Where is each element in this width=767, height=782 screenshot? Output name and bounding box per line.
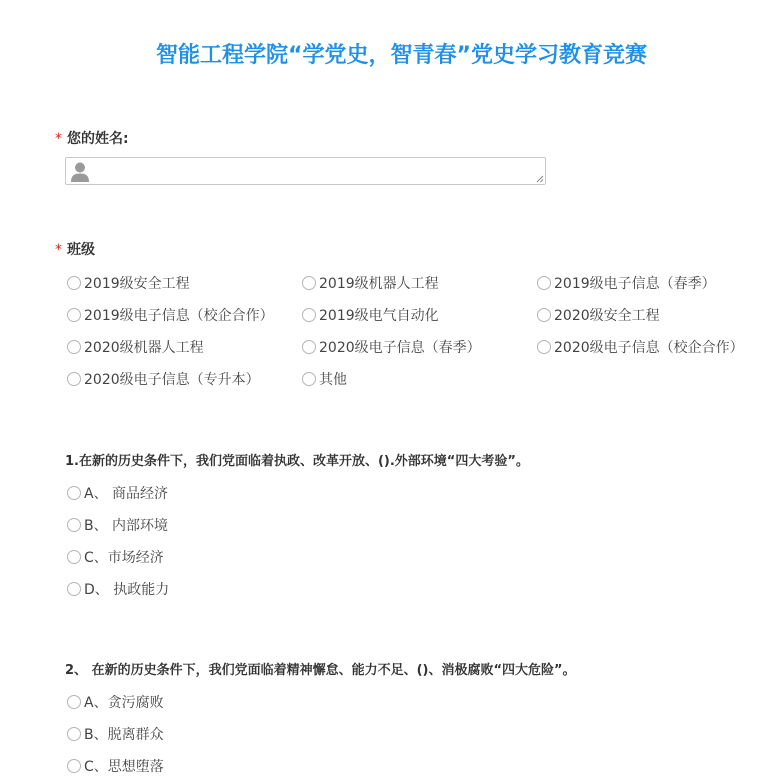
option-label: 2019级电子信息（校企合作） bbox=[84, 308, 274, 324]
q1-option-a[interactable] bbox=[67, 483, 168, 503]
q1-option-d[interactable] bbox=[67, 579, 169, 599]
class-option[interactable] bbox=[67, 369, 260, 389]
question-2-text: 2、 在新的历史条件下，我们党面临着精神懈怠、能力不足、()、消极腐败“四大危险”。 bbox=[65, 663, 576, 678]
radio-button[interactable] bbox=[67, 582, 81, 596]
q1-option-b[interactable] bbox=[67, 515, 168, 535]
class-option[interactable] bbox=[67, 305, 274, 325]
class-option[interactable] bbox=[67, 337, 204, 357]
option-label: A、 商品经济 bbox=[84, 486, 169, 502]
option-label: 2020级电子信息（春季） bbox=[319, 340, 481, 356]
option-label: 2020级电子信息（校企合作） bbox=[554, 340, 744, 356]
option-label: B、 内部环境 bbox=[84, 518, 169, 534]
option-label: C、思想堕落 bbox=[84, 759, 164, 775]
radio-button[interactable] bbox=[67, 518, 81, 532]
radio-button[interactable] bbox=[302, 340, 316, 354]
class-option[interactable] bbox=[302, 337, 481, 357]
radio-button[interactable] bbox=[67, 276, 81, 290]
class-option[interactable] bbox=[537, 305, 660, 325]
option-label: 2020级安全工程 bbox=[554, 308, 660, 324]
class-option[interactable] bbox=[67, 273, 190, 293]
radio-button[interactable] bbox=[537, 308, 551, 322]
option-label: 2019级安全工程 bbox=[84, 276, 190, 292]
class-option[interactable] bbox=[537, 273, 716, 293]
class-option[interactable] bbox=[302, 305, 439, 325]
q2-option-b[interactable] bbox=[67, 724, 164, 744]
class-option[interactable] bbox=[302, 273, 439, 293]
name-field[interactable] bbox=[65, 157, 546, 185]
radio-button[interactable] bbox=[67, 759, 81, 773]
radio-button[interactable] bbox=[537, 276, 551, 290]
page-title: 智能工程学院“学党史，智青春”党史学习教育竞赛 bbox=[156, 43, 647, 68]
name-input[interactable] bbox=[96, 161, 530, 183]
name-label-text: 您的姓名: bbox=[67, 131, 129, 147]
radio-button[interactable] bbox=[67, 727, 81, 741]
radio-button[interactable] bbox=[302, 308, 316, 322]
option-label: 2019级电子信息（春季） bbox=[554, 276, 716, 292]
q1-option-c[interactable] bbox=[67, 547, 164, 567]
q2-option-a[interactable] bbox=[67, 692, 164, 712]
option-label: 其他 bbox=[319, 372, 347, 388]
option-label: 2020级电子信息（专升本） bbox=[84, 372, 260, 388]
name-question-label bbox=[55, 128, 129, 148]
radio-button[interactable] bbox=[67, 486, 81, 500]
radio-button[interactable] bbox=[67, 372, 81, 386]
option-label: D、 执政能力 bbox=[84, 582, 170, 598]
class-option[interactable] bbox=[302, 369, 347, 389]
user-icon bbox=[70, 161, 90, 182]
option-label: 2020级机器人工程 bbox=[84, 340, 204, 356]
radio-button[interactable] bbox=[67, 308, 81, 322]
radio-button[interactable] bbox=[67, 695, 81, 709]
class-option[interactable] bbox=[537, 337, 744, 357]
resize-grip-icon[interactable] bbox=[536, 175, 544, 183]
radio-button[interactable] bbox=[302, 276, 316, 290]
class-label-text: 班级 bbox=[67, 242, 95, 258]
radio-button[interactable] bbox=[302, 372, 316, 386]
class-question-label bbox=[55, 239, 95, 259]
required-mark: * bbox=[55, 131, 62, 147]
q2-option-c[interactable] bbox=[67, 756, 164, 776]
option-label: 2019级机器人工程 bbox=[319, 276, 439, 292]
option-label: A、贪污腐败 bbox=[84, 695, 164, 711]
option-label: B、脱离群众 bbox=[84, 727, 164, 743]
radio-button[interactable] bbox=[67, 340, 81, 354]
radio-button[interactable] bbox=[67, 550, 81, 564]
option-label: 2019级电气自动化 bbox=[319, 308, 439, 324]
required-mark: * bbox=[55, 242, 62, 258]
question-1-text: 1.在新的历史条件下，我们党面临着执政、改革开放、().外部环境“四大考验”。 bbox=[65, 454, 529, 469]
radio-button[interactable] bbox=[537, 340, 551, 354]
option-label: C、市场经济 bbox=[84, 550, 164, 566]
